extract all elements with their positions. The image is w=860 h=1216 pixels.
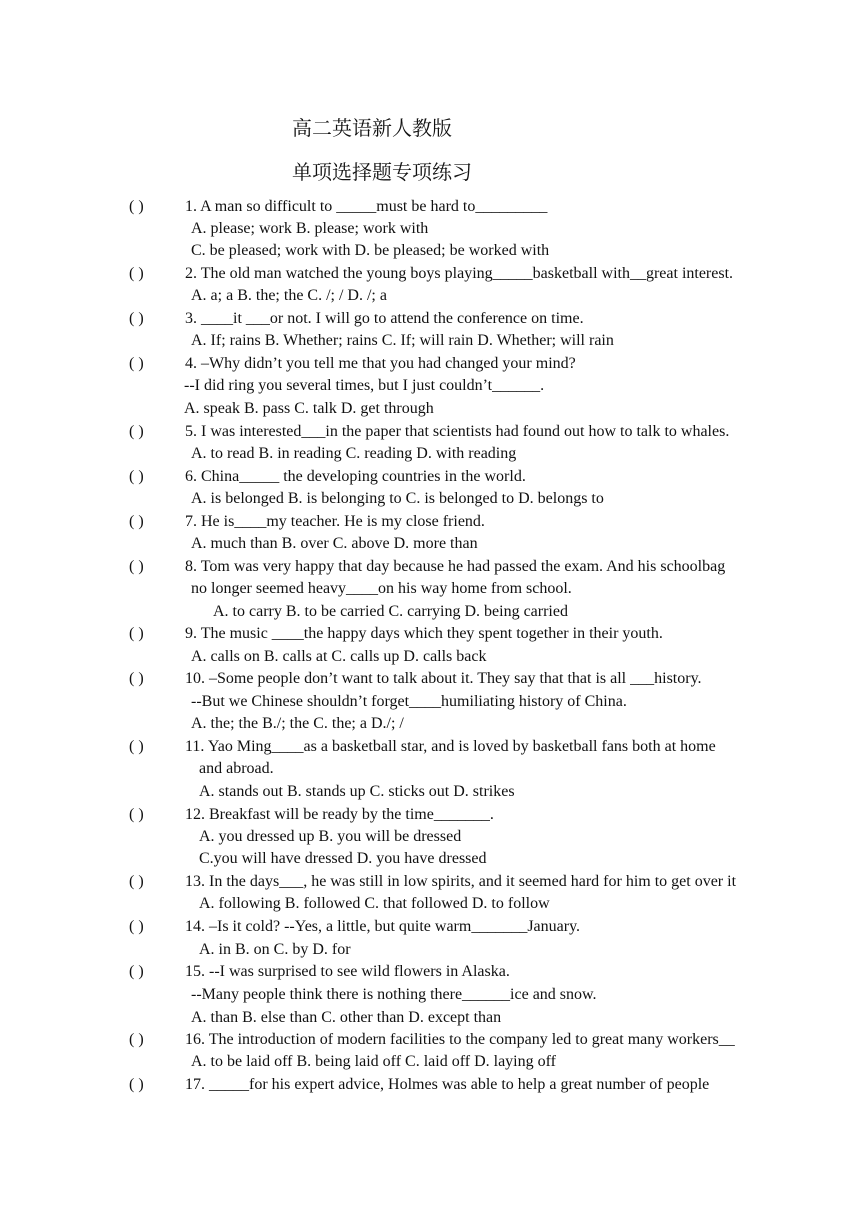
options-line: A. to read B. in reading C. reading D. with reading xyxy=(191,445,517,462)
answer-blank: ( ) xyxy=(129,738,144,755)
answer-blank: ( ) xyxy=(129,625,144,642)
question-stem: 1. A man so difficult to _____must be hard to_________ xyxy=(185,198,548,215)
question-stem: 17. _____for his expert advice, Holmes was able to help a great number of people xyxy=(185,1076,710,1093)
question-stem: 5. I was interested___in the paper that scientists had found out how to talk to whales. xyxy=(185,423,730,440)
options-line: C. be pleased; work with D. be pleased; be worked with xyxy=(191,242,550,259)
question-stem: 6. China_____ the developing countries in the world. xyxy=(185,468,526,485)
options-line: A. you dressed up B. you will be dressed xyxy=(199,828,462,845)
options-line: A. following B. followed C. that followed D. to follow xyxy=(199,895,550,912)
document-subtitle: 单项选择题专项练习 xyxy=(292,160,472,184)
question-stem: --Many people think there is nothing there______ice and snow. xyxy=(191,986,597,1003)
answer-blank: ( ) xyxy=(129,873,144,890)
answer-blank: ( ) xyxy=(129,423,144,440)
answer-blank: ( ) xyxy=(129,1031,144,1048)
question-stem: 2. The old man watched the young boys playing_____basketball with__great interest. xyxy=(185,265,734,282)
question-stem: 14. –Is it cold? --Yes, a little, but quite warm_______January. xyxy=(185,918,581,935)
question-stem: 13. In the days___, he was still in low spirits, and it seemed hard for him to get over it xyxy=(185,873,737,890)
options-line: A. to be laid off B. being laid off C. laid off D. laying off xyxy=(191,1053,556,1070)
question-stem: 12. Breakfast will be ready by the time_______. xyxy=(185,806,494,823)
answer-blank: ( ) xyxy=(129,806,144,823)
answer-blank: ( ) xyxy=(129,963,144,980)
answer-blank: ( ) xyxy=(129,558,144,575)
options-line: A. than B. else than C. other than D. except than xyxy=(191,1009,502,1026)
question-stem: 9. The music ____the happy days which they spent together in their youth. xyxy=(185,625,663,642)
answer-blank: ( ) xyxy=(129,513,144,530)
question-stem: --But we Chinese shouldn’t forget____humiliating history of China. xyxy=(191,693,627,710)
answer-blank: ( ) xyxy=(129,1076,144,1093)
options-line: A. the; the B./; the C. the; a D./; / xyxy=(191,715,404,732)
options-line: A. speak B. pass C. talk D. get through xyxy=(184,400,434,417)
answer-blank: ( ) xyxy=(129,670,144,687)
question-stem: 8. Tom was very happy that day because he had passed the exam. And his schoolbag xyxy=(185,558,726,575)
options-line: A. If; rains B. Whether; rains C. If; will rain D. Whether; will rain xyxy=(191,332,614,349)
question-stem: 16. The introduction of modern facilities to the company led to great many workers__ xyxy=(185,1031,735,1048)
document-title: 高二英语新人教版 xyxy=(292,116,452,140)
question-stem: 3. ____it ___or not. I will go to attend the conference on time. xyxy=(185,310,584,327)
options-line: A. please; work B. please; work with xyxy=(191,220,429,237)
options-line: A. calls on B. calls at C. calls up D. calls back xyxy=(191,648,487,665)
options-line: A. is belonged B. is belonging to C. is belonged to D. belongs to xyxy=(191,490,604,507)
options-line: A. to carry B. to be carried C. carrying D. being carried xyxy=(213,603,568,620)
question-stem: 7. He is____my teacher. He is my close friend. xyxy=(185,513,485,530)
answer-blank: ( ) xyxy=(129,468,144,485)
question-stem: and abroad. xyxy=(199,760,274,777)
question-stem: --I did ring you several times, but I just couldn’t______. xyxy=(184,377,545,394)
options-line: A. much than B. over C. above D. more than xyxy=(191,535,478,552)
question-stem: 4. –Why didn’t you tell me that you had changed your mind? xyxy=(185,355,576,372)
question-stem: 11. Yao Ming____as a basketball star, and is loved by basketball fans both at home xyxy=(185,738,716,755)
answer-blank: ( ) xyxy=(129,198,144,215)
question-stem: 15. --I was surprised to see wild flowers in Alaska. xyxy=(185,963,510,980)
answer-blank: ( ) xyxy=(129,310,144,327)
answer-blank: ( ) xyxy=(129,918,144,935)
options-line: A. in B. on C. by D. for xyxy=(199,941,351,958)
question-stem: no longer seemed heavy____on his way home from school. xyxy=(191,580,572,597)
options-line: A. a; a B. the; the C. /; / D. /; a xyxy=(191,287,387,304)
answer-blank: ( ) xyxy=(129,355,144,372)
options-line: C.you will have dressed D. you have dressed xyxy=(199,850,487,867)
question-stem: 10. –Some people don’t want to talk about it. They say that that is all ___history. xyxy=(185,670,702,687)
answer-blank: ( ) xyxy=(129,265,144,282)
options-line: A. stands out B. stands up C. sticks out D. strikes xyxy=(199,783,515,800)
